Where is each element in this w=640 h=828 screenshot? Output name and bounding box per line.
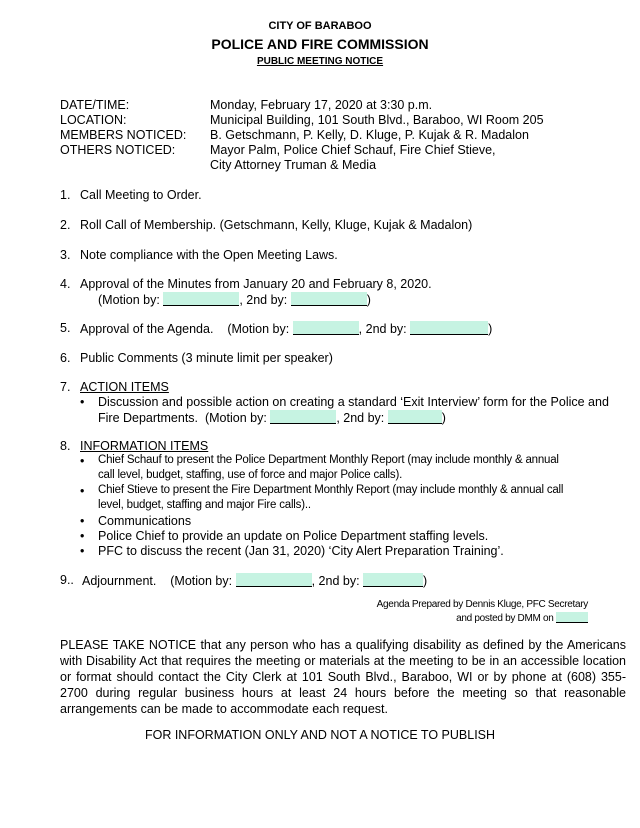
item-minutes: Approval of the Minutes from January 20 and February 8, 2020. bbox=[80, 277, 432, 291]
police-report-item-cont: call level, budget, staffing, use of force and major Police calls). bbox=[98, 469, 403, 481]
item-number: 3. bbox=[60, 248, 71, 262]
fire-report-item: Chief Stieve to present the Fire Department Monthly Report (may include monthly & annual call bbox=[98, 484, 564, 496]
ada-notice: PLEASE TAKE NOTICE that any person who has a qualifying disability as defined by the Americans with Disability Act that requires the meeting or materials at the meeting to be in an accessible location or format should contact the City Clerk at 101 South Blvd., Baraboo, WI or by phone at (608) 355-2700 during regular business hours at least 24 hours before the meeting so that reasonable arrangements can be made to accommodate each request. bbox=[60, 638, 626, 716]
exit-interview-motion-line bbox=[98, 410, 446, 425]
agenda-text: Approval of the Agenda. bbox=[80, 322, 214, 336]
bullet: • bbox=[80, 484, 85, 498]
close-paren: ) bbox=[488, 322, 493, 336]
close-paren: ) bbox=[441, 411, 446, 425]
minutes-motion-line bbox=[98, 292, 371, 307]
item-number: 5. bbox=[60, 321, 71, 335]
bullet: • bbox=[80, 454, 85, 468]
others-label: OTHERS NOTICED: bbox=[60, 143, 176, 157]
staffing-update-item: Police Chief to provide an update on Police Department staffing levels. bbox=[98, 529, 489, 543]
second-blank[interactable] bbox=[410, 321, 488, 335]
motion-label: (Motion by: bbox=[98, 293, 160, 307]
item-number: 6. bbox=[60, 351, 71, 365]
city-title: CITY OF BARABOO bbox=[268, 20, 372, 32]
motion-blank[interactable] bbox=[270, 410, 336, 424]
motion-blank[interactable] bbox=[163, 292, 239, 306]
second-blank[interactable] bbox=[291, 292, 367, 306]
motion-blank[interactable] bbox=[293, 321, 359, 335]
others-value: Mayor Palm, Police Chief Schauf, Fire Chief Stieve, bbox=[210, 143, 496, 157]
prepared-by: Agenda Prepared by Dennis Kluge, PFC Secretary bbox=[376, 599, 588, 610]
item-open-meeting: Note compliance with the Open Meeting Laws. bbox=[80, 248, 338, 262]
item-number: 1. bbox=[60, 188, 71, 202]
item-public-comments: Public Comments (3 minute limit per speaker) bbox=[80, 351, 333, 365]
information-items-heading: INFORMATION ITEMS bbox=[80, 439, 209, 453]
second-label: , 2nd by: bbox=[358, 322, 407, 336]
others-value-cont: City Attorney Truman & Media bbox=[210, 158, 377, 172]
item-call-to-order: Call Meeting to Order. bbox=[80, 188, 202, 202]
police-report-item: Chief Schauf to present the Police Department Monthly Report (may include monthly & annual bbox=[98, 454, 559, 466]
members-value: B. Getschmann, P. Kelly, D. Kluge, P. Kujak & R. Madalon bbox=[210, 128, 529, 142]
motion-blank[interactable] bbox=[236, 573, 312, 587]
posted-by-line bbox=[456, 612, 588, 624]
second-blank[interactable] bbox=[363, 573, 423, 587]
second-label: , 2nd by: bbox=[311, 574, 360, 588]
motion-label: (Motion by: bbox=[227, 322, 290, 336]
location-value: Municipal Building, 101 South Blvd., Baraboo, WI Room 205 bbox=[210, 113, 544, 127]
item-number: 2. bbox=[60, 218, 71, 232]
item-number: 9.. bbox=[60, 573, 74, 587]
bullet: • bbox=[80, 395, 85, 409]
second-label: , 2nd by: bbox=[336, 411, 385, 425]
notice-title: PUBLIC MEETING NOTICE bbox=[256, 56, 384, 67]
motion-label: (Motion by: bbox=[170, 574, 233, 588]
commission-title: POLICE AND FIRE COMMISSION bbox=[211, 36, 429, 52]
communications-item: Communications bbox=[98, 514, 192, 528]
posted-date-blank[interactable] bbox=[556, 612, 588, 623]
exit-interview-text: Fire Departments. bbox=[98, 411, 199, 425]
item-number: 7. bbox=[60, 380, 71, 394]
item-adjournment bbox=[82, 573, 427, 588]
location-label: LOCATION: bbox=[60, 113, 127, 127]
item-roll-call: Roll Call of Membership. (Getschmann, Kelly, Kluge, Kujak & Madalon) bbox=[80, 218, 473, 232]
motion-label: (Motion by: bbox=[204, 411, 267, 425]
members-label: MEMBERS NOTICED: bbox=[60, 128, 187, 142]
item-number: 8. bbox=[60, 439, 71, 453]
item-number: 4. bbox=[60, 277, 71, 291]
posted-by: and posted by DMM on bbox=[456, 613, 554, 624]
exit-interview-item: Discussion and possible action on creating a standard ‘Exit Interview’ form for the Police and bbox=[98, 395, 609, 409]
bullet: • bbox=[80, 514, 85, 528]
fire-report-item-cont: level, budget, staffing and major Fire calls).. bbox=[98, 499, 311, 511]
bullet: • bbox=[80, 544, 85, 558]
adjournment-text: Adjournment. bbox=[82, 574, 157, 588]
close-paren: ) bbox=[423, 574, 428, 588]
footer-note: FOR INFORMATION ONLY AND NOT A NOTICE TO PUBLISH bbox=[144, 728, 496, 742]
action-items-heading: ACTION ITEMS bbox=[80, 380, 169, 394]
item-agenda bbox=[80, 321, 492, 336]
close-paren: ) bbox=[366, 293, 371, 307]
date-value: Monday, February 17, 2020 at 3:30 p.m. bbox=[210, 98, 433, 112]
training-item: PFC to discuss the recent (Jan 31, 2020) ‘City Alert Preparation Training’. bbox=[98, 544, 504, 558]
second-blank[interactable] bbox=[388, 410, 442, 424]
second-label: , 2nd by: bbox=[239, 293, 288, 307]
date-label: DATE/TIME: bbox=[60, 98, 130, 112]
bullet: • bbox=[80, 529, 85, 543]
